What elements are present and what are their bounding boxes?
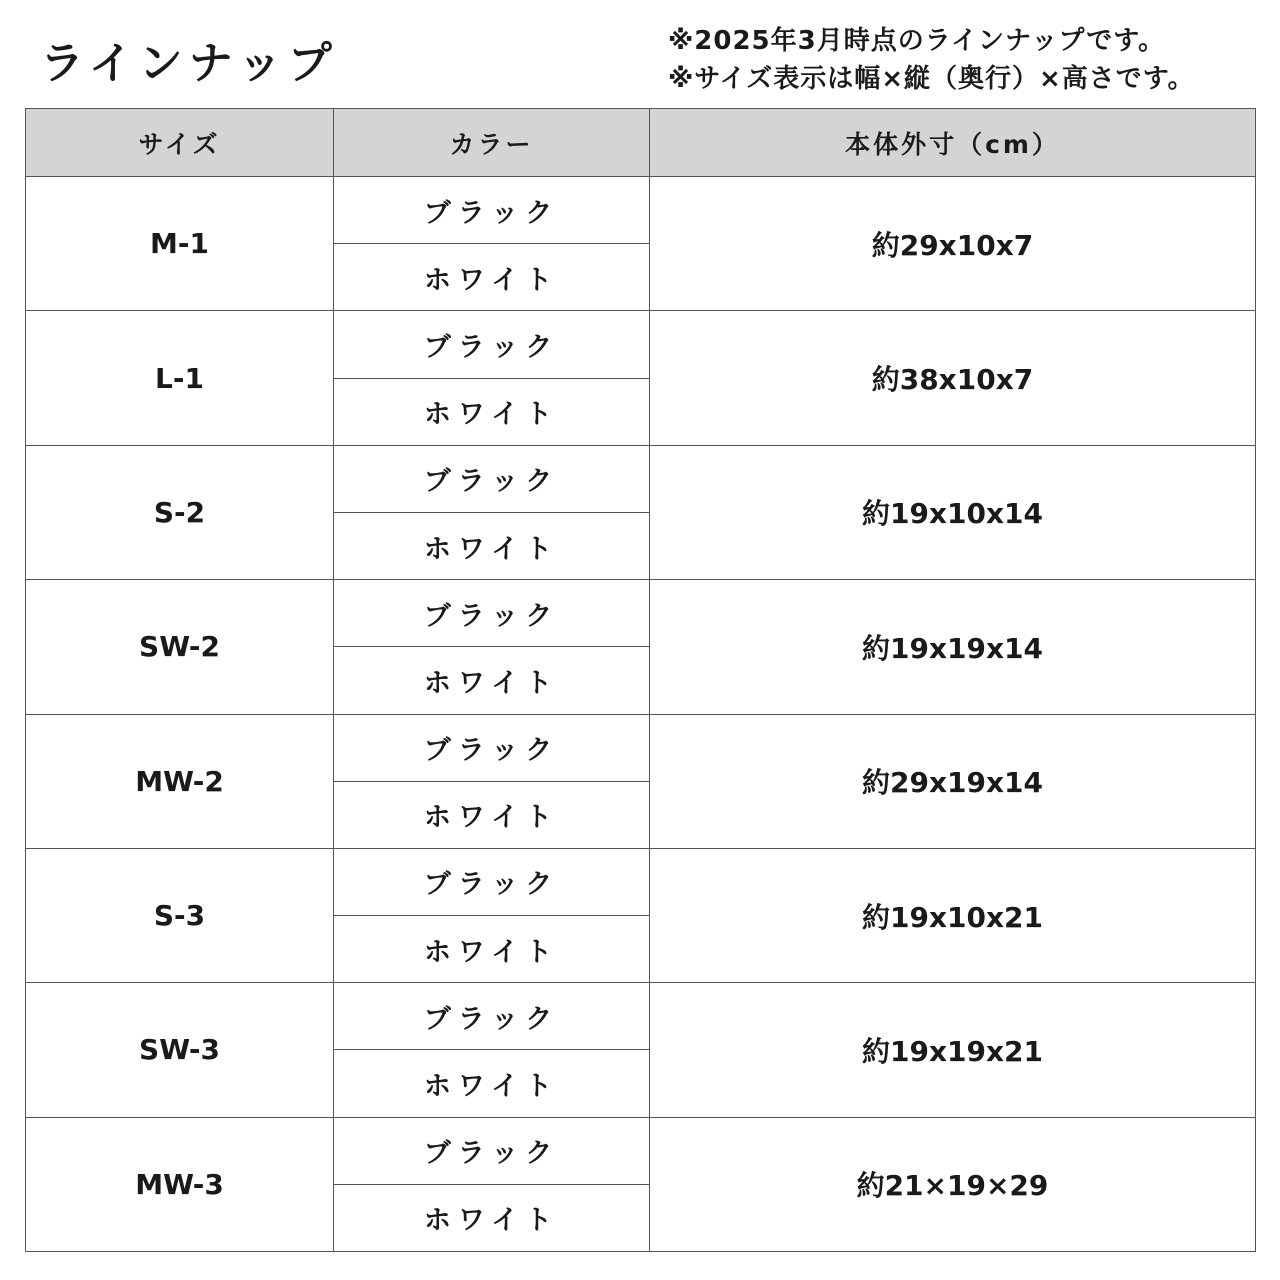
dimensions-cell: 約19x19x21 <box>650 983 1256 1117</box>
size-cell: MW-2 <box>26 714 334 848</box>
size-cell: MW-3 <box>26 1117 334 1251</box>
color-cell: ホワイト <box>334 647 650 714</box>
color-cell: ホワイト <box>334 378 650 445</box>
dimensions-cell: 約29x10x7 <box>650 177 1256 311</box>
color-cell: ブラック <box>334 983 650 1050</box>
lineup-table <box>25 108 1256 1252</box>
table-body <box>26 177 1256 1252</box>
color-cell: ブラック <box>334 177 650 244</box>
dimensions-cell: 約38x10x7 <box>650 311 1256 445</box>
size-cell: S-2 <box>26 445 334 579</box>
dimensions-cell: 約19x10x14 <box>650 445 1256 579</box>
color-cell: ホワイト <box>334 512 650 579</box>
color-cell: ホワイト <box>334 1184 650 1251</box>
color-cell: ホワイト <box>334 244 650 311</box>
table-row <box>26 983 1256 1050</box>
size-cell: SW-3 <box>26 983 334 1117</box>
dimensions-cell: 約19x19x14 <box>650 580 1256 714</box>
size-cell: S-3 <box>26 848 334 982</box>
size-cell: L-1 <box>26 311 334 445</box>
color-cell: ブラック <box>334 714 650 781</box>
dimensions-cell: 約29x19x14 <box>650 714 1256 848</box>
table-row <box>26 714 1256 781</box>
size-cell: SW-2 <box>26 580 334 714</box>
header-size: サイズ <box>26 109 334 177</box>
color-cell: ブラック <box>334 580 650 647</box>
size-cell: M-1 <box>26 177 334 311</box>
page-title: ラインナップ <box>40 38 338 89</box>
color-cell: ブラック <box>334 445 650 512</box>
note-size-format: ※サイズ表示は幅×縦（奥行）×高さです。 <box>668 64 1195 94</box>
dimensions-cell: 約19x10x21 <box>650 848 1256 982</box>
header-color: カラー <box>334 109 650 177</box>
color-cell: ブラック <box>334 311 650 378</box>
table-header-row <box>26 109 1256 177</box>
table-row <box>26 1117 1256 1184</box>
header-dimensions: 本体外寸（cm） <box>650 109 1256 177</box>
table-row <box>26 580 1256 647</box>
notes <box>668 22 1268 98</box>
note-lineup-date: ※2025年3月時点のラインナップです。 <box>668 26 1166 56</box>
table-row <box>26 848 1256 915</box>
color-cell: ブラック <box>334 1117 650 1184</box>
dimensions-cell: 約21×19×29 <box>650 1117 1256 1251</box>
color-cell: ホワイト <box>334 1050 650 1117</box>
table-row <box>26 311 1256 378</box>
color-cell: ホワイト <box>334 916 650 983</box>
table-row <box>26 177 1256 244</box>
table-row <box>26 445 1256 512</box>
color-cell: ブラック <box>334 848 650 915</box>
color-cell: ホワイト <box>334 781 650 848</box>
